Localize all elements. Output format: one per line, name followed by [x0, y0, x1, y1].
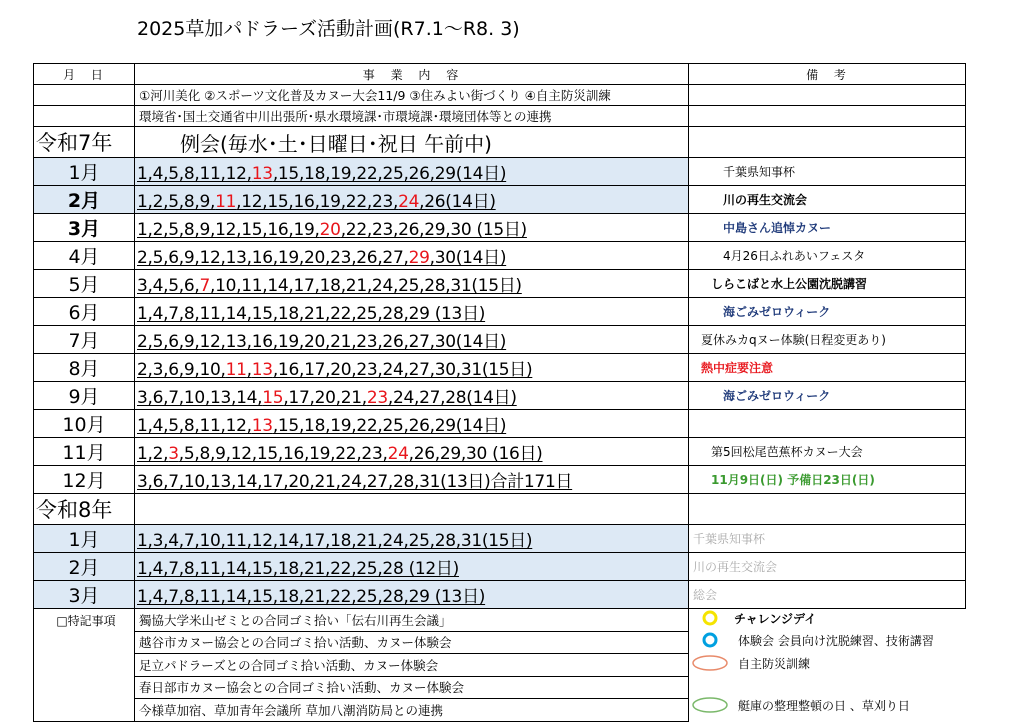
month-label: 3月 — [34, 214, 135, 242]
month-dates — [135, 270, 689, 298]
date-list: 3,4,5,6, — [137, 276, 200, 296]
date-list: ,26(14日) — [419, 192, 496, 212]
special-item: 今様草加宿、草加青年会議所 草加八潮消防局との連携 — [135, 699, 689, 722]
date-list: 3,6,7,10,13,14, — [137, 388, 263, 408]
legend-text: チャレンジデイ — [734, 611, 817, 626]
holiday-date: 7 — [199, 276, 211, 296]
date-list: 1,4,7,8,11,14,15,18,21,22,25,28,29 (13日) — [137, 304, 486, 324]
month-note: 中島さん追悼カヌー — [689, 214, 966, 242]
header-remarks: 備 考 — [689, 64, 966, 85]
month-dates — [135, 466, 689, 494]
date-list: 1,4,7,8,11,14,15,18,21,22,25,28 (12日) — [137, 559, 459, 579]
month-note: 4月26日ふれあいフェスタ — [689, 242, 966, 270]
month-label: 2月 — [34, 186, 135, 214]
holiday-date: 11 — [225, 360, 247, 380]
legend-marker-icon — [690, 696, 730, 714]
month-row — [34, 525, 966, 553]
holiday-date: 11 — [215, 192, 237, 212]
month-note: 海ごみゼロウィーク — [689, 298, 966, 326]
legend-item — [690, 609, 960, 629]
month-dates — [135, 438, 689, 466]
date-list: 1,2,5,8,9, — [137, 192, 216, 212]
special-item: 越谷市カヌー協会との合同ゴミ拾い活動、カヌー体験会 — [135, 631, 689, 654]
legend-marker-icon — [690, 654, 730, 672]
month-row — [34, 581, 966, 609]
date-list: ,12,15,16,19,22,23, — [236, 192, 399, 212]
reikai-text: 例会(毎水･土･日曜日･祝日 午前中) — [135, 127, 689, 158]
month-row — [34, 354, 966, 382]
month-dates — [135, 553, 689, 581]
special-label: □特記事項 — [34, 609, 135, 722]
month-dates — [135, 410, 689, 438]
month-row — [34, 242, 966, 270]
month-note: 川の再生交流会 — [689, 186, 966, 214]
era-label: 令和7年 — [34, 127, 135, 158]
month-row — [34, 214, 966, 242]
era-row-r8 — [34, 494, 966, 525]
month-row — [34, 326, 966, 354]
holiday-date: 15 — [262, 388, 284, 408]
legend-text: 艇庫の整理整頓の日 、草刈り日 — [738, 699, 910, 714]
date-list: 1,2,5,8,9,12,15,16,19, — [137, 220, 320, 240]
month-row — [34, 186, 966, 214]
month-note: 総会 — [689, 581, 966, 609]
month-dates — [135, 158, 689, 186]
month-row — [34, 158, 966, 186]
date-list: ,22,23,26,29,30 (15日) — [340, 220, 527, 240]
date-list: 1,4,7,8,11,14,15,18,21,22,25,28,29 (13日) — [137, 587, 486, 607]
info-row — [34, 85, 966, 106]
holiday-date: 23 — [366, 388, 388, 408]
info-partners: 環境省･国土交通省中川出張所･県水環境課･市環境課･環境団体等との連携 — [135, 106, 689, 127]
month-row — [34, 553, 966, 581]
month-row — [34, 438, 966, 466]
month-dates — [135, 581, 689, 609]
date-list: ,10,11,14,17,18,21,24,25,28,31(15日) — [210, 276, 522, 296]
month-label: 10月 — [34, 410, 135, 438]
header-row — [34, 64, 966, 85]
month-row — [34, 270, 966, 298]
date-list: 2,5,6,9,12,13,16,19,20,23,26,27, — [137, 248, 409, 268]
holiday-date: 13 — [251, 416, 273, 436]
month-note: 11月9日(日) 予備日23日(日) — [689, 466, 966, 494]
legend-item — [690, 631, 960, 651]
month-dates — [135, 242, 689, 270]
special-item: 足立パドラーズとの合同ゴミ拾い活動、カヌー体験会 — [135, 654, 689, 677]
legend-text: 体験会 会員向け沈脱練習、技術講習 — [738, 634, 934, 648]
date-list: 2,3,6,9,10, — [137, 360, 226, 380]
legend-marker-icon — [690, 631, 730, 649]
header-month: 月 日 — [34, 64, 135, 85]
month-dates — [135, 354, 689, 382]
month-label: 11月 — [34, 438, 135, 466]
month-row — [34, 466, 966, 494]
date-list: 3,6,7,10,13,14,17,20,21,24,27,28,31(13日)合計171日 — [137, 472, 573, 492]
legend-item — [690, 654, 960, 674]
month-note: 千葉県知事杯 — [689, 525, 966, 553]
month-row — [34, 382, 966, 410]
header-content: 事 業 内 容 — [135, 64, 689, 85]
era-label: 令和8年 — [34, 494, 135, 525]
month-label: 9月 — [34, 382, 135, 410]
date-list: 1,3,4,7,10,11,12,14,17,18,21,24,25,28,31(15日) — [137, 531, 533, 551]
date-list: 1,4,5,8,11,12, — [137, 416, 252, 436]
date-list: ,17,20,21, — [283, 388, 367, 408]
date-list: 1,2, — [137, 444, 169, 464]
month-row — [34, 298, 966, 326]
month-note: しらこばと水上公園沈脱講習 — [689, 270, 966, 298]
era-row-r7 — [34, 127, 966, 158]
month-dates — [135, 298, 689, 326]
info-purposes: ①河川美化 ②スポーツ文化普及カヌー大会11/9 ③住みよい街づくり ④自主防災訓練 — [135, 85, 689, 106]
month-row — [34, 410, 966, 438]
month-dates — [135, 382, 689, 410]
month-label: 2月 — [34, 553, 135, 581]
month-label: 1月 — [34, 158, 135, 186]
holiday-date: 24 — [398, 192, 420, 212]
special-row — [34, 676, 966, 699]
holiday-date: 29 — [408, 248, 430, 268]
date-list: ,30(14日) — [429, 248, 507, 268]
holiday-date: 13 — [251, 360, 273, 380]
date-list: 1,4,5,8,11,12, — [137, 164, 252, 184]
month-dates — [135, 214, 689, 242]
month-note: 夏休みカqヌー体験(日程変更あり) — [689, 326, 966, 354]
holiday-date: 24 — [387, 444, 409, 464]
date-list: 2,5,6,9,12,13,16,19,20,21,23,26,27,30(14日) — [137, 332, 507, 352]
legend-item — [690, 696, 960, 716]
month-dates — [135, 525, 689, 553]
month-label: 5月 — [34, 270, 135, 298]
page-title: 2025草加パドラーズ活動計画(R7.1〜R8. 3) — [137, 18, 520, 40]
month-dates — [135, 186, 689, 214]
month-label: 1月 — [34, 525, 135, 553]
month-dates — [135, 326, 689, 354]
month-label: 12月 — [34, 466, 135, 494]
month-note: 第5回松尾芭蕉杯カヌー大会 — [689, 438, 966, 466]
month-label: 4月 — [34, 242, 135, 270]
month-note: 川の再生交流会 — [689, 553, 966, 581]
special-item: 春日部市カヌー協会との合同ゴミ拾い活動、カヌー体験会 — [135, 676, 689, 699]
date-list: ,5,8,9,12,15,16,19,22,23, — [178, 444, 388, 464]
date-list: ,16,17,20,23,24,27,30,31(15日) — [272, 360, 533, 380]
date-list: ,26,29,30 (16日) — [408, 444, 543, 464]
date-list: ,15,18,19,22,25,26,29(14日) — [272, 164, 507, 184]
month-note: 海ごみゼロウィーク — [689, 382, 966, 410]
month-label: 8月 — [34, 354, 135, 382]
holiday-date: 20 — [319, 220, 341, 240]
date-list: ,15,18,19,22,25,26,29(14日) — [272, 416, 507, 436]
date-list: , — [246, 360, 252, 380]
month-label: 3月 — [34, 581, 135, 609]
month-label: 6月 — [34, 298, 135, 326]
month-note: 千葉県知事杯 — [689, 158, 966, 186]
legend-text: 自主防災訓練 — [738, 656, 811, 671]
info-row — [34, 106, 966, 127]
month-note: 熱中症要注意 — [689, 354, 966, 382]
holiday-date: 3 — [168, 444, 179, 464]
legend-marker-icon — [690, 609, 730, 627]
date-list: ,24,27,28(14日) — [387, 388, 517, 408]
holiday-date: 13 — [251, 164, 273, 184]
month-label: 7月 — [34, 326, 135, 354]
special-item: 獨協大学米山ゼミとの合同ゴミ拾い「伝右川再生会議」 — [135, 609, 689, 632]
month-note — [689, 410, 966, 438]
